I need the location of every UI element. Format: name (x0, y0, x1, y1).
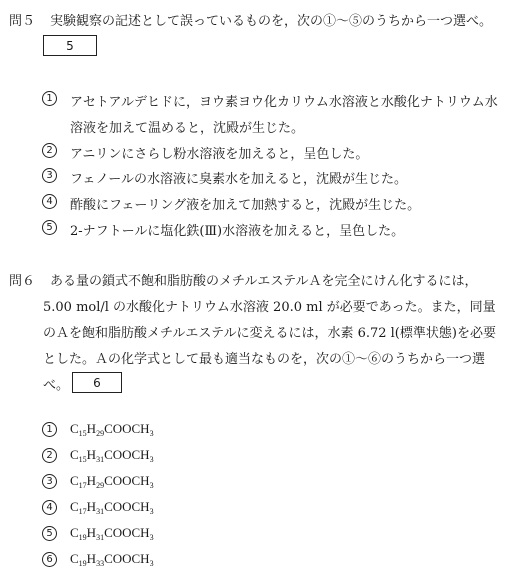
q6-option-2-formula: $C_{15}H_{31}COOCH_3$ (70, 447, 154, 464)
q6-option-3-number: 3 (42, 474, 57, 489)
q6-option-1-number: 1 (42, 422, 57, 437)
q6-option-6-formula: $C_{19}H_{33}COOCH_3$ (70, 551, 154, 568)
q6-option-4-formula: $C_{17}H_{31}COOCH_3$ (70, 499, 154, 516)
q5-option-5-number: 5 (42, 220, 57, 235)
q6-text-line-4: とした。Ａの化学式として最も適当なものを，次の①～⑥のうちから一つ選 (43, 352, 486, 367)
q6-option-5-number: 5 (42, 526, 57, 541)
q6-option-2-number: 2 (42, 448, 57, 463)
q6-option-1-formula: $C_{15}H_{29}COOCH_3$ (70, 421, 154, 438)
q6-text-line-2: 5.00 mol/l の水酸化ナトリウム水溶液 20.0 ml が必要であった。また，同量 (43, 300, 496, 315)
q5-option-2-number: 2 (42, 143, 57, 158)
q5-option-5-text: 2-ナフトールに塩化鉄(Ⅲ)水溶液を加えると，呈色した。 (70, 224, 405, 239)
q5-prompt: 実験観察の記述として誤っているものを，次の①～⑤のうちから一つ選べ。 (50, 14, 493, 29)
q6-option-6-number: 6 (42, 552, 57, 567)
q5-label: 問５ (9, 14, 36, 29)
q6-option-3-formula: $C_{17}H_{29}COOCH_3$ (70, 473, 154, 490)
q5-option-1-text: アセトアルデヒドに，ヨウ素ヨウ化カリウム水溶液と水酸化ナトリウム水 (70, 95, 498, 110)
q5-option-3-number: 3 (42, 168, 57, 183)
q6-answer-box[interactable]: 6 (72, 372, 122, 393)
q6-text-line-3: のＡを飽和脂肪酸メチルエステルに変えるには，水素 6.72 l(標準状態)を必要 (43, 326, 496, 341)
q5-option-3-text: フェノールの水溶液に臭素水を加えると，沈殿が生じた。 (70, 172, 407, 187)
q6-text-line-5: べ。 (43, 378, 70, 393)
q5-option-4-number: 4 (42, 194, 57, 209)
q5-option-4-text: 酢酸にフェーリング液を加えて加熱すると，沈殿が生じた。 (70, 198, 421, 213)
q6-label: 問６ (9, 274, 36, 289)
q5-option-1-number: 1 (42, 91, 57, 106)
q6-option-5-formula: $C_{19}H_{31}COOCH_3$ (70, 525, 154, 542)
q5-option-2-text: アニリンにさらし粉水溶液を加えると，呈色した。 (70, 147, 369, 162)
q5-answer-box[interactable]: 5 (43, 35, 97, 56)
q6-text-line-1: ある量の鎖式不飽和脂肪酸のメチルエステルＡを完全にけん化するには， (50, 274, 478, 289)
q6-option-4-number: 4 (42, 500, 57, 515)
q5-option-1-text-cont: 溶液を加えて温めると，沈殿が生じた。 (70, 121, 305, 136)
